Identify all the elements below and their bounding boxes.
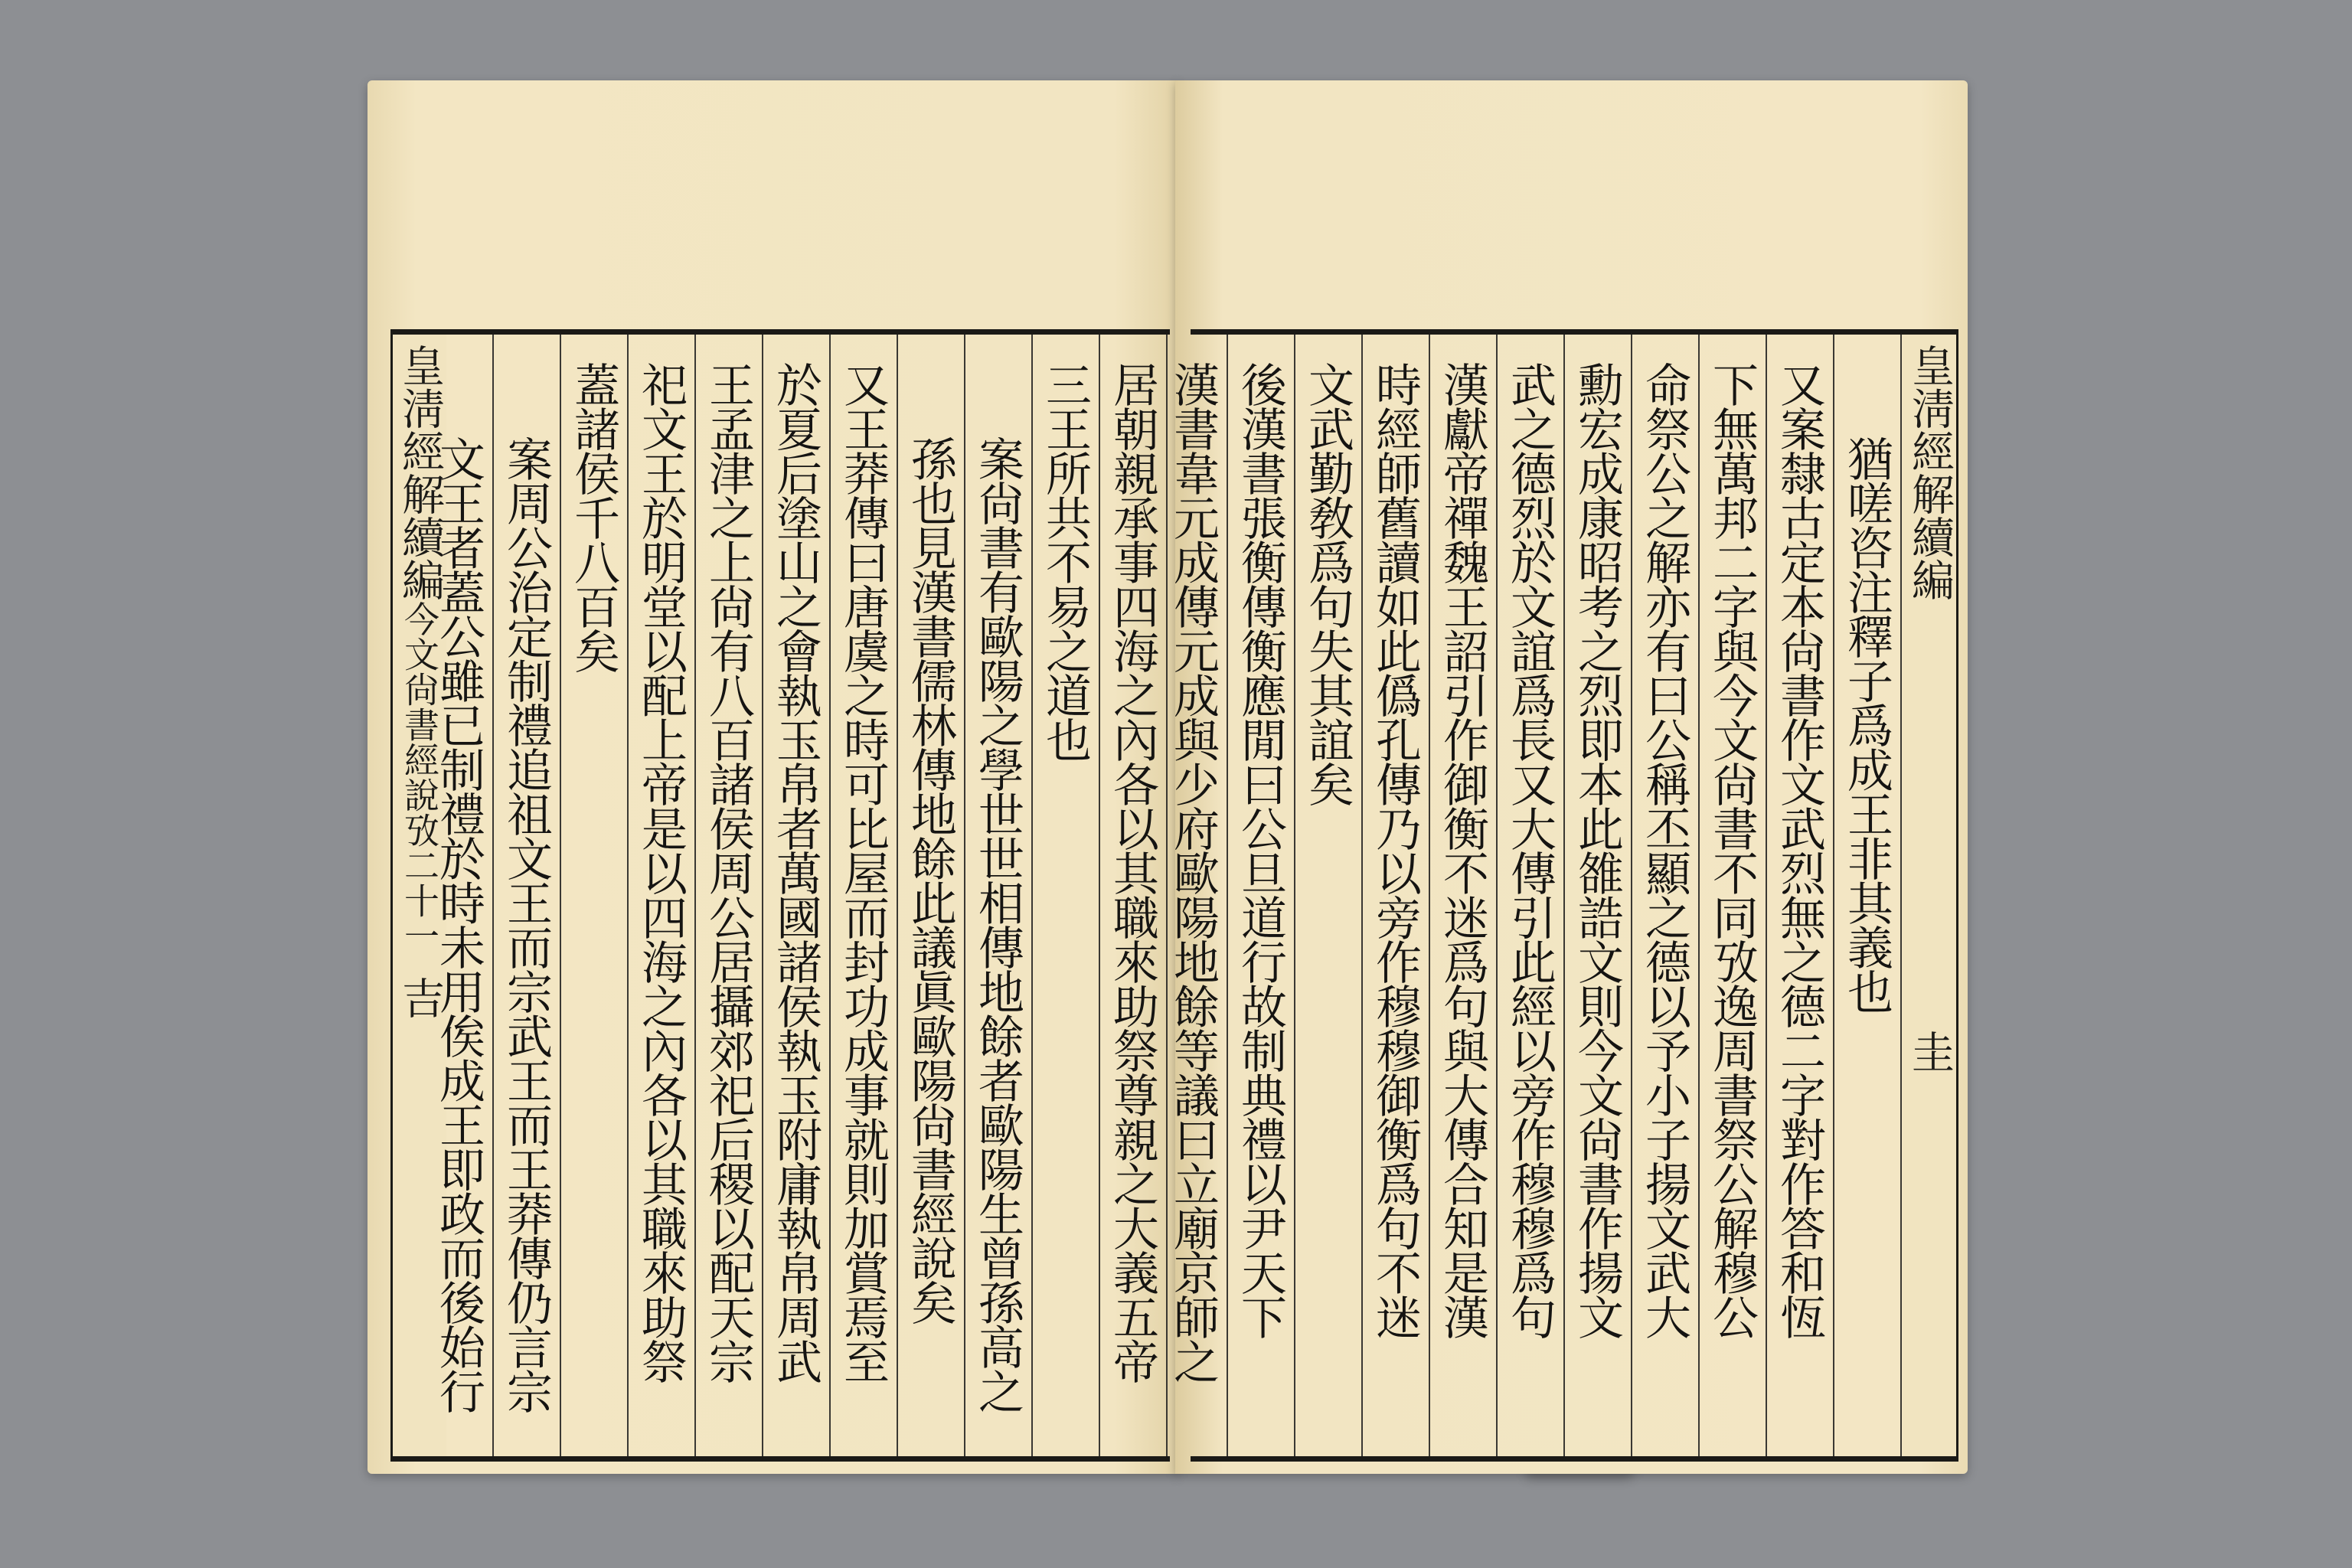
column-text: 漢書韋元成傳元成與少府歐陽地餘等議曰立廟京師之 (1166, 361, 1220, 1383)
column-text: 王孟津之上尙有八百諸侯周公居攝郊祀后稷以配天宗 (701, 361, 755, 1383)
text-column (829, 335, 898, 1456)
text-column (964, 335, 1033, 1456)
text-column (1631, 335, 1700, 1456)
column-text: 又案隸古定本尙書作文武烈無之德二字對作答和恆 (1772, 361, 1826, 1338)
column-text: 蓋諸侯千八百矣 (567, 361, 620, 672)
left-text-frame (390, 329, 1170, 1462)
column-text: 孫也見漢書儒林傳地餘此議眞歐陽尙書經說矣 (903, 436, 957, 1324)
column-text: 下無萬邦二字與今文尙書不同攷逸周書祭公解穆公 (1705, 361, 1759, 1338)
column-text: 命祭公之解亦有曰公稱丕顯之德以予小子揚文武大 (1638, 361, 1691, 1338)
text-column (897, 335, 965, 1456)
text-column (1766, 335, 1834, 1456)
text-column (1563, 335, 1632, 1456)
left-page-number: 吉 (395, 976, 445, 1019)
column-text: 勳宏成康昭考之烈即本此雒誥文則今文尙書作揚文 (1570, 361, 1624, 1338)
text-column (1698, 335, 1767, 1456)
text-column (627, 335, 696, 1456)
right-page-number: 圭 (1905, 1030, 1955, 1073)
column-text: 文武勤敎爲句失其誼矣 (1301, 361, 1354, 805)
column-text: 於夏后塗山之會執玉帛者萬國諸侯執玉附庸執帛周武 (769, 361, 822, 1383)
left-spine-title: 皇淸經解續編 (395, 344, 445, 601)
column-text: 居朝親承事四海之內各以其職來助祭尊親之大義五帝 (1106, 361, 1159, 1383)
text-column (1227, 335, 1295, 1456)
text-column (1361, 335, 1430, 1456)
text-column (1294, 335, 1363, 1456)
column-text: 猶嗟咨注釋子爲成王非其義也 (1840, 436, 1893, 1013)
left-page (368, 80, 1179, 1474)
text-column (560, 335, 629, 1456)
right-text-frame (1166, 329, 1958, 1462)
right-page (1166, 80, 1968, 1474)
text-column (1099, 335, 1168, 1456)
column-text: 文王者蓋公雖已制禮於時未用俟成王即政而後始行 (432, 436, 485, 1413)
column-text: 時經師舊讀如此僞孔傳乃以旁作穆穆御衡爲句不迷 (1368, 361, 1422, 1338)
text-column (694, 335, 763, 1456)
right-spine-title: 皇淸經解續編 (1905, 344, 1955, 601)
column-text: 漢獻帝禪魏王詔引作御衡不迷爲句與大傳合知是漢 (1436, 361, 1489, 1338)
column-text: 案周公治定制禮追祖文王而宗武王而王莽傳仍言宗 (499, 436, 553, 1413)
open-book (360, 80, 2021, 1520)
text-column (1833, 335, 1902, 1456)
column-text: 三王所共不易之道也 (1038, 361, 1092, 761)
column-text: 武之德烈於文誼爲長又大傳引此經以旁作穆穆爲句 (1503, 361, 1557, 1338)
text-column (425, 335, 494, 1456)
text-column (1031, 335, 1100, 1456)
column-text: 案尙書有歐陽之學世世相傳地餘者歐陽生曾孫高之 (971, 436, 1024, 1413)
text-column (762, 335, 831, 1456)
text-column (1429, 335, 1498, 1456)
column-text: 又王莽傳曰唐虞之時可比屋而封功成事就則加賞焉至 (836, 361, 890, 1383)
text-column (492, 335, 561, 1456)
right-spine-column (1903, 335, 1956, 1456)
column-text: 祀文王於明堂以配上帝是以四海之內各以其職來助祭 (634, 361, 688, 1383)
text-column (1496, 335, 1565, 1456)
column-text: 後漢書張衡傳衡應閒曰公旦道行故制典禮以尹天下 (1233, 361, 1287, 1338)
left-spine-chapter: 今文尙書經說攷二十一 (399, 601, 440, 953)
text-column (1159, 335, 1228, 1456)
